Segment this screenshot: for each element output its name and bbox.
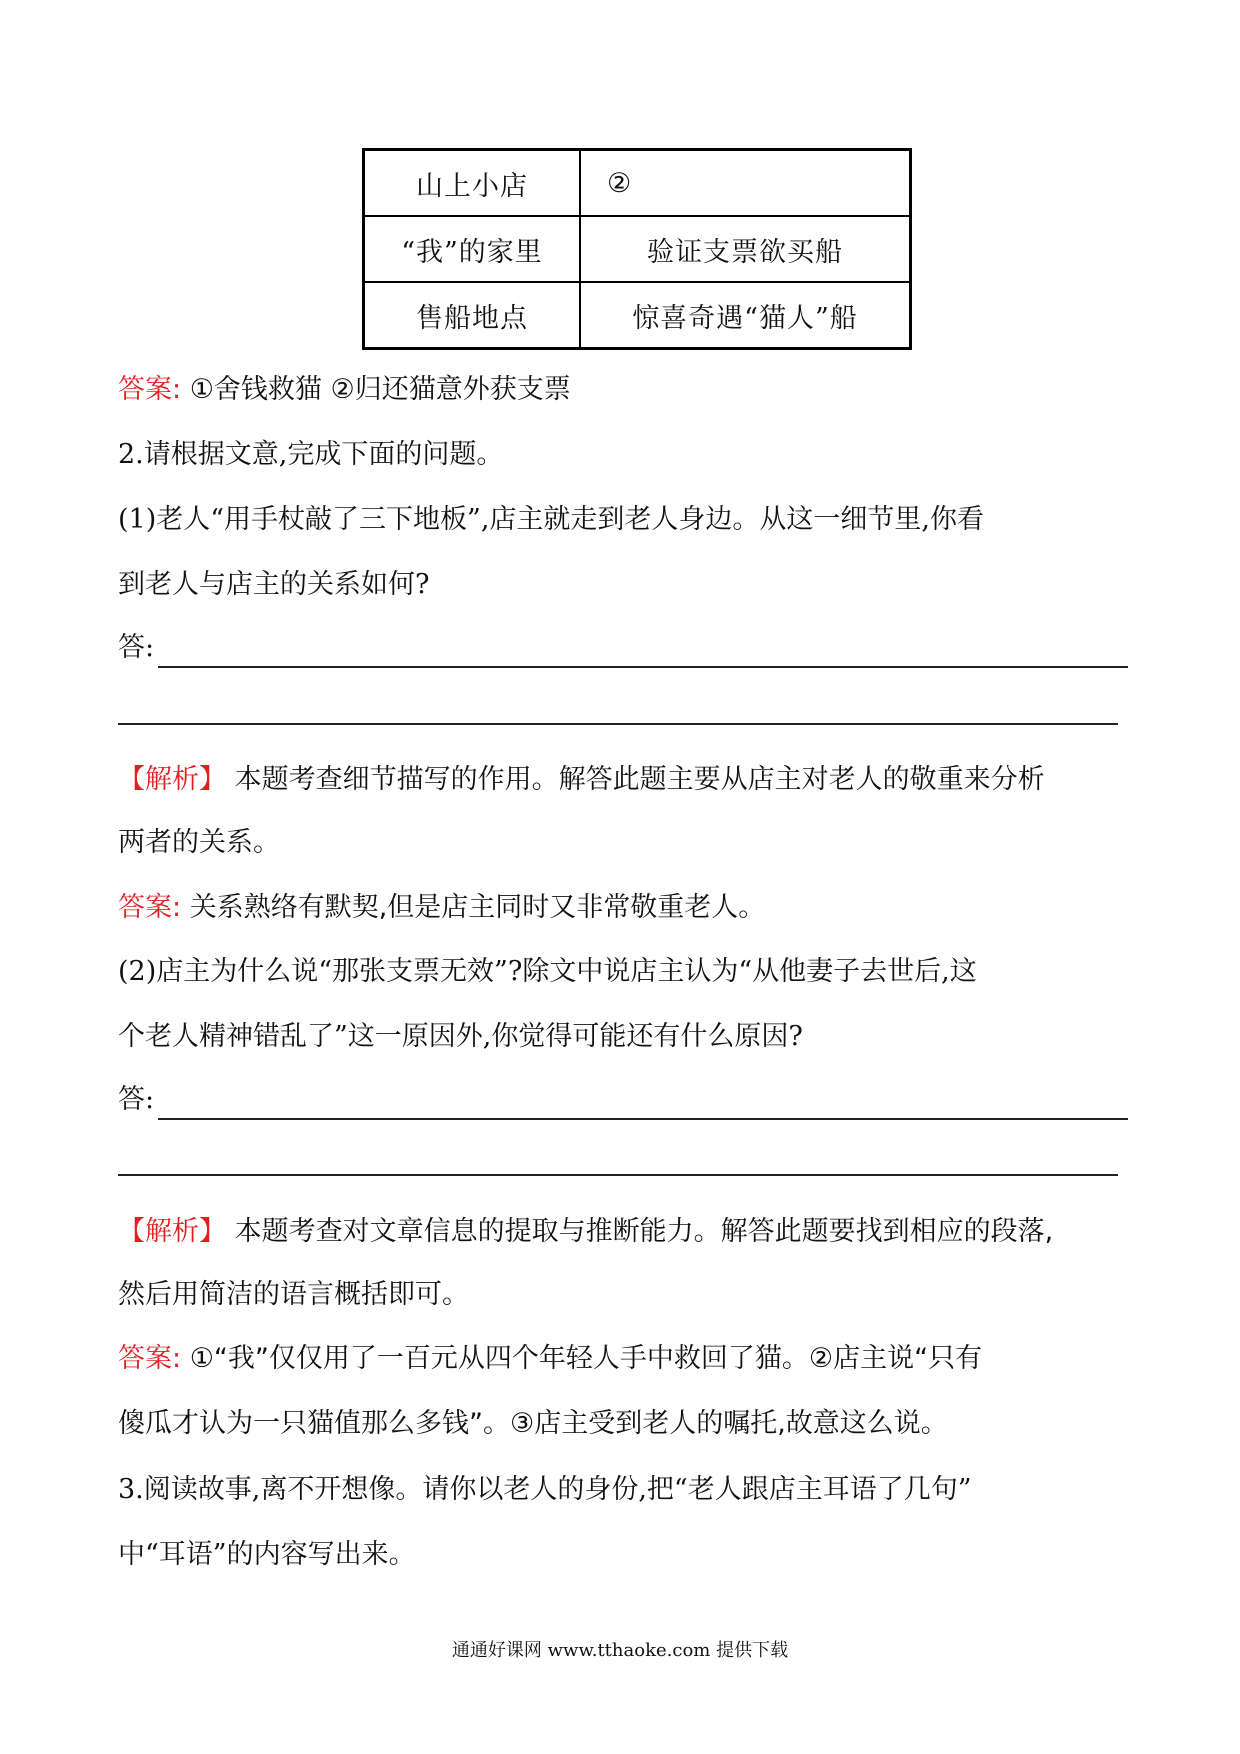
- footer-credit: 通通好课网 www.tthaoke.com 提供下载: [451, 1640, 789, 1661]
- analysis-2-1-line1: [118, 760, 1128, 800]
- answer-rule: [158, 1090, 1128, 1120]
- answer-text: ①“我”仅仅用了一百元从四个年轻人手中救回了猫。②店主说“只有: [189, 1343, 983, 1374]
- analysis-label: 【解析】: [118, 764, 226, 795]
- table-row: [364, 282, 911, 349]
- question-3-line2: 中“耳语”的内容写出来。: [118, 1539, 416, 1570]
- question-3-line1: 3.阅读故事,离不开想像。请你以老人的身份,把“老人跟店主耳语了几句”: [118, 1474, 972, 1505]
- question-2-1-line1: (1)老人“用手杖敲了三下地板”,店主就走到老人身边。从这一细节里,你看: [118, 504, 985, 535]
- answer-2-2-line1: [118, 1339, 1128, 1379]
- question-2-2-line1: (2)店主为什么说“那张支票无效”?除文中说店主认为“从他妻子去世后,这: [118, 956, 977, 987]
- plot-table: [362, 148, 912, 350]
- answer-blank-2[interactable]: [118, 1080, 1128, 1120]
- answer-label: 答案:: [118, 892, 182, 923]
- analysis-2-1-line2: 两者的关系。: [118, 827, 280, 858]
- answer-label: 答案:: [118, 1343, 182, 1374]
- q1-answer-text: ①舍钱救猫 ②归还猫意外获支票: [189, 374, 571, 405]
- q1-answer: [118, 370, 1128, 410]
- answer-label: 答案:: [118, 374, 182, 405]
- analysis-2-2-line2: 然后用简洁的语言概括即可。: [118, 1279, 469, 1310]
- table-row: [364, 216, 911, 282]
- answer-blank-label: 答:: [118, 1084, 155, 1115]
- answer-2-1: [118, 888, 1128, 928]
- answer-rule-2: [118, 723, 1118, 725]
- table-cell-event: ②: [580, 150, 911, 217]
- analysis-2-2-line1: [118, 1212, 1128, 1252]
- table-cell-place: 售船地点: [364, 282, 581, 349]
- table-cell-place: 山上小店: [364, 150, 581, 217]
- answer-2-2-line2: 傻瓜才认为一只猫值那么多钱”。③店主受到老人的嘱托,故意这么说。: [118, 1408, 948, 1439]
- question-2-title: 2.请根据文意,完成下面的问题。: [118, 439, 504, 470]
- question-2-1-line2: 到老人与店主的关系如何?: [118, 569, 430, 600]
- table-cell-event: 惊喜奇遇“猫人”船: [580, 282, 911, 349]
- answer-blank-1[interactable]: [118, 628, 1128, 668]
- answer-rule: [158, 638, 1128, 668]
- question-2-2-line2: 个老人精神错乱了”这一原因外,你觉得可能还有什么原因?: [118, 1021, 803, 1052]
- table-cell-place: “我”的家里: [364, 216, 581, 282]
- table-cell-event: 验证支票欲买船: [580, 216, 911, 282]
- answer-rule-4: [118, 1174, 1118, 1176]
- analysis-text: 本题考查对文章信息的提取与推断能力。解答此题要找到相应的段落,: [234, 1216, 1054, 1247]
- answer-blank-label: 答:: [118, 632, 155, 663]
- analysis-text: 本题考查细节描写的作用。解答此题主要从店主对老人的敬重来分析: [234, 764, 1045, 795]
- analysis-label: 【解析】: [118, 1216, 226, 1247]
- table-row: [364, 150, 911, 217]
- answer-text: 关系熟络有默契,但是店主同时又非常敬重老人。: [189, 892, 766, 923]
